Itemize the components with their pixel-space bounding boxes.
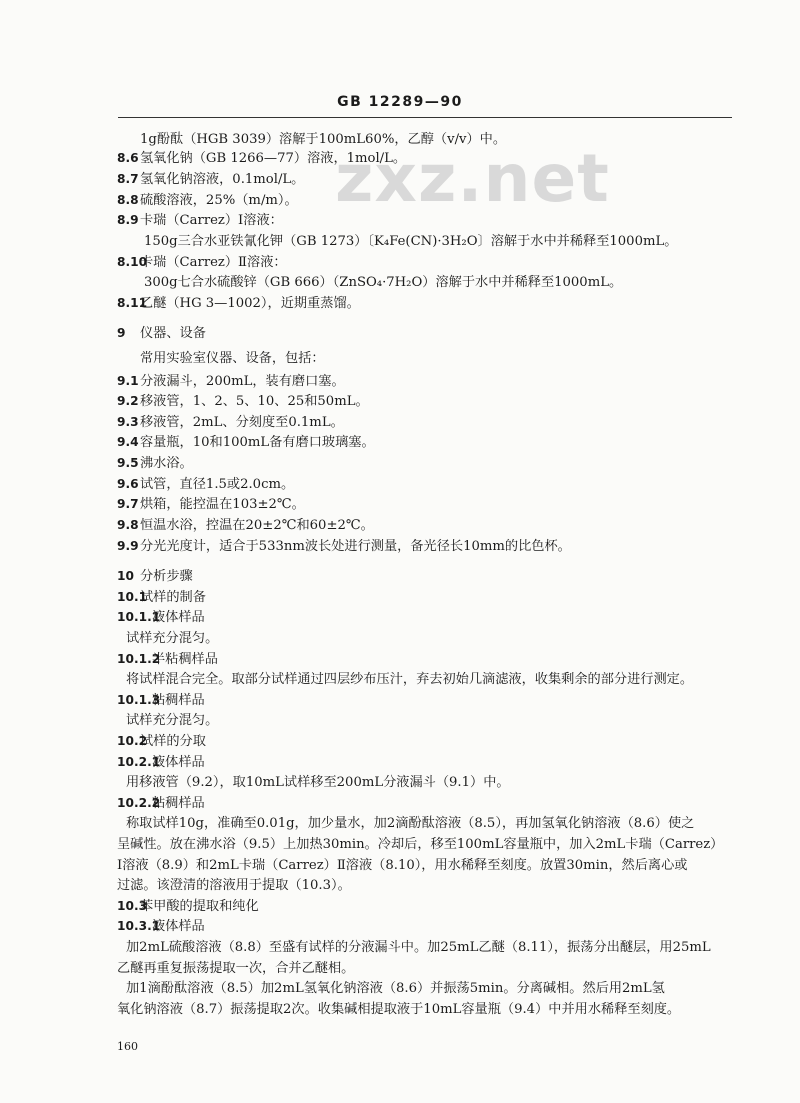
section-number: 9.2 — [117, 394, 139, 408]
line-text: 仪器、设备 — [140, 326, 206, 341]
line-text: 试样的制备 — [140, 590, 206, 605]
line-text: 呈碱性。放在沸水浴（9.5）上加热30min。冷却后，移至100mL容量瓶中，加入2mL卡瑞（Carrez） — [117, 837, 724, 852]
section-number: 10.1 — [117, 590, 148, 604]
line-text: 半粘稠样品 — [152, 652, 218, 667]
line-text: 用移液管（9.2），取10mL试样移至200mL分液漏斗（9.1）中。 — [126, 775, 510, 790]
line-text: 分析步骤 — [140, 569, 193, 584]
line-text: 粘稠样品 — [152, 796, 205, 811]
line-text: 将试样混合完全。取部分试样通过四层纱布压汁，弃去初始几滴滤液，收集剩余的部分进行测定。 — [126, 672, 694, 687]
section-number: 10.1.3 — [117, 693, 161, 707]
line-text: 氢氧化钠溶液，0.1mol/L。 — [140, 172, 305, 187]
section-number: 9.1 — [117, 374, 139, 388]
section-number: 8.8 — [117, 193, 139, 207]
page-number: 160 — [117, 1040, 138, 1053]
line-text: 1g酚酞（HGB 3039）溶解于100mL60%，乙醇（v/v）中。 — [140, 132, 507, 147]
line-text: 移液管，2mL、分刻度至0.1mL。 — [140, 415, 344, 430]
line-text: 加2mL硫酸溶液（8.8）至盛有试样的分液漏斗中。加25mL乙醚（8.11），振荡分出醚层，用25mL — [126, 940, 711, 955]
section-number: 10 — [117, 569, 134, 583]
line-text: 试样充分混匀。 — [126, 631, 219, 646]
line-text: 150g三合水亚铁氰化钾（GB 1273）〔K₄Fe(CN)·3H₂O〕溶解于水中并稀释至1000mL。 — [144, 234, 678, 249]
line-text: 液体样品 — [152, 610, 205, 625]
line-text: 氢氧化钠（GB 1266—77）溶液，1mol/L。 — [140, 151, 407, 166]
header-rule — [118, 117, 732, 118]
section-number: 10.3 — [117, 899, 148, 913]
section-number: 9.5 — [117, 456, 139, 470]
line-text: 容量瓶，10和100mL备有磨口玻璃塞。 — [140, 435, 375, 450]
line-text: 苯甲酸的提取和纯化 — [140, 899, 259, 914]
section-number: 8.10 — [117, 255, 148, 269]
line-text: 试样的分取 — [140, 734, 206, 749]
line-text: 试样充分混匀。 — [126, 713, 219, 728]
line-text: Ⅰ溶液（8.9）和2mL卡瑞（Carrez）Ⅱ溶液（8.10），用水稀释至刻度。放置30min，然后离心或 — [117, 858, 688, 873]
line-text: 烘箱，能控温在103±2℃。 — [140, 497, 305, 512]
section-number: 8.9 — [117, 213, 139, 227]
line-text: 乙醚（HG 3—1002），近期重蒸馏。 — [140, 296, 360, 311]
line-text: 试管，直径1.5或2.0cm。 — [140, 477, 295, 492]
section-number: 9.8 — [117, 518, 139, 532]
line-text: 沸水浴。 — [140, 456, 193, 471]
line-text: 恒温水浴，控温在20±2℃和60±2℃。 — [140, 518, 374, 533]
line-text: 硫酸溶液，25%（m/m）。 — [140, 193, 298, 208]
line-text: 卡瑞（Carrez）Ⅰ溶液： — [140, 213, 283, 228]
line-text: 氧化钠溶液（8.7）振荡提取2次。收集碱相提取液于10mL容量瓶（9.4）中并用水稀释至刻度。 — [117, 1002, 681, 1017]
section-number: 9.3 — [117, 415, 139, 429]
line-text: 液体样品 — [152, 919, 205, 934]
line-text: 分光光度计，适合于533nm波长处进行测量，备光径长10mm的比色杯。 — [140, 539, 571, 554]
section-number: 10.2.2 — [117, 796, 161, 810]
section-number: 10.2.1 — [117, 755, 161, 769]
line-text: 移液管，1、2、5、10、25和50mL。 — [140, 394, 369, 409]
watermark: zxz.net — [335, 140, 610, 217]
section-number: 9.4 — [117, 435, 139, 449]
section-number: 10.3.1 — [117, 919, 161, 933]
section-number: 10.2 — [117, 734, 148, 748]
line-text: 过滤。该澄清的溶液用于提取（10.3）。 — [117, 878, 351, 893]
section-number: 10.1.2 — [117, 652, 161, 666]
section-number: 9 — [117, 326, 126, 340]
line-text: 分液漏斗，200mL，装有磨口塞。 — [140, 374, 345, 389]
line-text: 300g七合水硫酸锌（GB 666）（ZnSO₄·7H₂O）溶解于水中并稀释至1000mL。 — [144, 275, 623, 290]
line-text: 加1滴酚酞溶液（8.5）加2mL氢氧化钠溶液（8.6）并振荡5min。分离碱相。然后用2mL氢 — [126, 981, 665, 996]
section-number: 9.6 — [117, 477, 139, 491]
page-header: GB 12289—90 — [337, 94, 463, 110]
section-number: 8.6 — [117, 151, 139, 165]
section-number: 8.7 — [117, 172, 139, 186]
line-text: 常用实验室仪器、设备，包括： — [140, 351, 325, 366]
line-text: 称取试样10g，准确至0.01g，加少量水，加2滴酚酞溶液（8.5），再加氢氧化钠溶液（8.6）使之 — [126, 816, 695, 831]
section-number: 8.11 — [117, 296, 148, 310]
section-number: 10.1.1 — [117, 610, 161, 624]
section-number: 9.9 — [117, 539, 139, 553]
line-text: 卡瑞（Carrez）Ⅱ溶液： — [140, 255, 287, 270]
line-text: 乙醚再重复振荡提取一次，合并乙醚相。 — [117, 961, 355, 976]
section-number: 9.7 — [117, 497, 139, 511]
line-text: 液体样品 — [152, 755, 205, 770]
line-text: 粘稠样品 — [152, 693, 205, 708]
